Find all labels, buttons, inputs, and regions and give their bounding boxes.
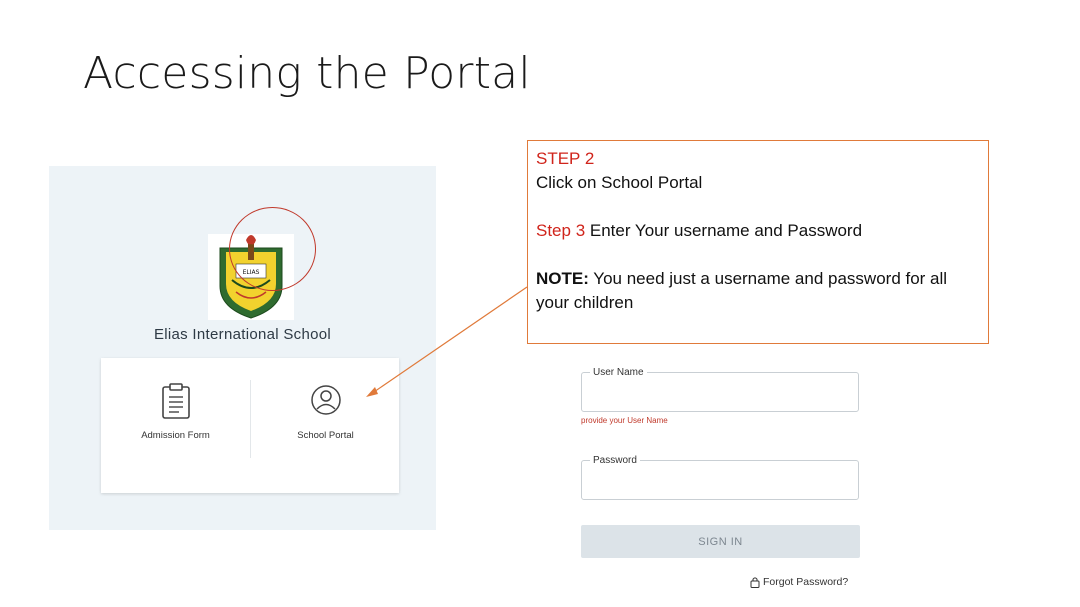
username-input[interactable]: [582, 373, 858, 411]
step3-label: Step 3: [536, 221, 586, 240]
school-logo: [208, 234, 294, 320]
password-field: [581, 455, 859, 500]
password-input[interactable]: [582, 461, 858, 499]
clipboard-icon: [159, 382, 193, 420]
note-text: You need just a username and password for all your children: [536, 269, 948, 312]
portal-panel: [49, 166, 436, 530]
school-name: Elias International School: [153, 326, 332, 343]
portal-options-card: [101, 358, 399, 493]
forgot-password-label: Forgot Password?: [763, 576, 849, 588]
sign-in-button[interactable]: SIGN IN: [581, 525, 860, 558]
school-portal-label: School Portal: [297, 430, 354, 441]
step3-text: Enter Your username and Password: [585, 221, 863, 240]
username-label: User Name: [590, 367, 647, 378]
username-field: [581, 367, 859, 412]
slide-title: Accessing the Portal: [83, 48, 531, 99]
note-label: NOTE:: [536, 269, 589, 288]
lock-icon: [750, 576, 760, 588]
step2-text: Click on School Portal: [536, 173, 703, 192]
forgot-password-link[interactable]: [750, 576, 848, 588]
step2-label: STEP 2: [536, 149, 595, 168]
admission-form-label: Admission Form: [141, 430, 210, 441]
admission-form-option[interactable]: [101, 358, 250, 493]
school-portal-option[interactable]: [251, 358, 400, 493]
username-error: provide your User Name: [581, 416, 668, 425]
password-label: Password: [590, 455, 640, 466]
instruction-callout: [527, 140, 989, 344]
user-icon: [310, 384, 342, 416]
svg-text:ELIAS: ELIAS: [242, 269, 260, 276]
